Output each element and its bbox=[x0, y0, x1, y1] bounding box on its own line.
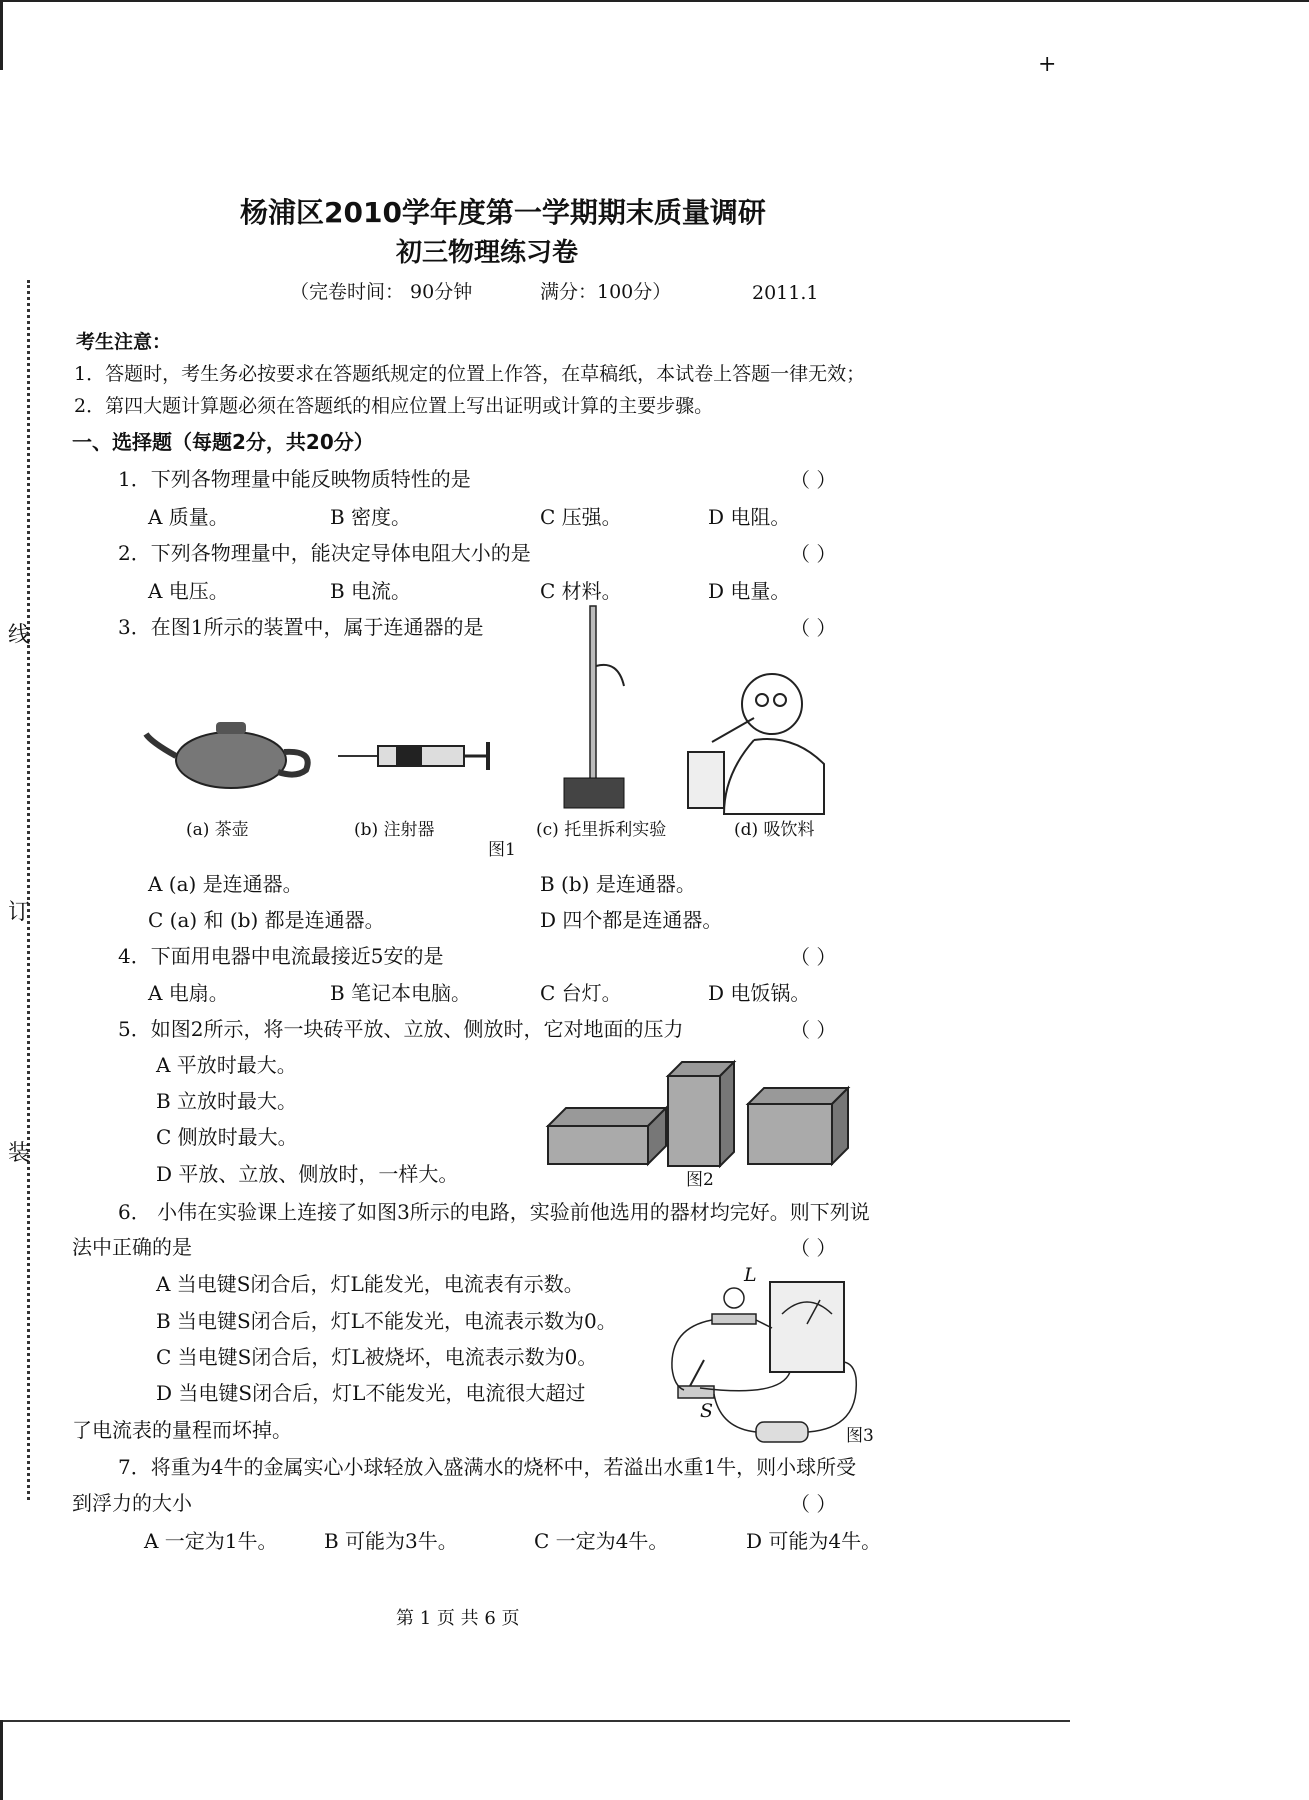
q4-answer-blank: （ ） bbox=[790, 945, 837, 969]
exam-time: （完卷时间： 90分钟 bbox=[290, 281, 473, 303]
exam-date: 2011.1 bbox=[752, 282, 819, 304]
bottom-border-line bbox=[0, 1720, 1070, 1722]
fig2-label: 图2 bbox=[686, 1170, 714, 1190]
q7-option-b: B 可能为3牛。 bbox=[324, 1529, 458, 1553]
q1-answer-blank: （ ） bbox=[790, 468, 837, 492]
q7-option-d: D 可能为4牛。 bbox=[746, 1529, 882, 1553]
q4-option-b: B 笔记本电脑。 bbox=[330, 981, 472, 1005]
q3-option-b: B (b) 是连通器。 bbox=[540, 872, 696, 896]
q1-stem: 1．下列各物理量中能反映物质特性的是 bbox=[118, 467, 471, 491]
torricelli-experiment-illustration bbox=[560, 606, 640, 812]
brick-upright-illustration bbox=[668, 1062, 734, 1166]
q2-stem: 2．下列各物理量中，能决定导体电阻大小的是 bbox=[118, 541, 531, 565]
fig1-label: 图1 bbox=[488, 840, 516, 860]
q7-stem-cont: 到浮力的大小 bbox=[72, 1491, 192, 1515]
brick-flat-illustration bbox=[548, 1108, 666, 1164]
fig1-caption-b: (b) 注射器 bbox=[354, 820, 435, 840]
q7-option-a: A 一定为1牛。 bbox=[144, 1529, 278, 1553]
side-label-zhuang: 装 bbox=[8, 1141, 31, 1166]
q5-answer-blank: （ ） bbox=[790, 1018, 837, 1042]
circuit-illustration bbox=[660, 1268, 880, 1448]
section-1-heading: 一、选择题（每题2分，共20分） bbox=[72, 430, 374, 454]
q4-option-a: A 电扇。 bbox=[148, 981, 229, 1005]
drinking-person-illustration bbox=[684, 664, 844, 814]
q6-stem-cont: 法中正确的是 bbox=[72, 1235, 192, 1259]
q2-option-d: D 电量。 bbox=[708, 579, 791, 603]
q1-option-a: A 质量。 bbox=[148, 505, 229, 529]
q7-answer-blank: （ ） bbox=[790, 1492, 837, 1516]
q3-option-d: D 四个都是连通器。 bbox=[540, 908, 723, 932]
teapot-illustration bbox=[146, 712, 316, 792]
page-title: 杨浦区2010学年度第一学期期末质量调研 bbox=[240, 196, 766, 229]
fig1-caption-d: (d) 吸饮料 bbox=[734, 820, 815, 840]
q3-option-a: A (a) 是连通器。 bbox=[148, 872, 303, 896]
q2-answer-blank: （ ） bbox=[790, 542, 837, 566]
q5-option-d: D 平放、立放、侧放时，一样大。 bbox=[156, 1162, 459, 1186]
side-label-xian: 线 bbox=[8, 623, 31, 648]
q3-answer-blank: （ ） bbox=[790, 616, 837, 640]
circuit-label-switch: S bbox=[700, 1400, 714, 1422]
exam-score: 满分：100分） bbox=[540, 281, 672, 303]
fig3-label: 图3 bbox=[846, 1426, 874, 1446]
q4-option-d: D 电饭锅。 bbox=[708, 981, 811, 1005]
q6-answer-blank: （ ） bbox=[790, 1236, 837, 1260]
q6-option-b: B 当电键S闭合后，灯L不能发光，电流表示数为0。 bbox=[156, 1309, 617, 1333]
binding-dotted-line bbox=[27, 280, 30, 1500]
left-edge-mark bbox=[0, 0, 3, 70]
q1-option-d: D 电阻。 bbox=[708, 505, 791, 529]
notice-item-1: 1．答题时，考生务必按要求在答题纸规定的位置上作答，在草稿纸，本试卷上答题一律无效； bbox=[74, 363, 866, 385]
notice-item-2: 2．第四大题计算题必须在答题纸的相应位置上写出证明或计算的主要步骤。 bbox=[74, 395, 714, 417]
notice-heading: 考生注意： bbox=[76, 331, 172, 353]
q6-option-d: D 当电键S闭合后，灯L不能发光，电流很大超过 bbox=[156, 1381, 586, 1405]
q4-stem: 4．下面用电器中电流最接近5安的是 bbox=[118, 944, 444, 968]
side-label-ding: 订 bbox=[8, 900, 31, 925]
q5-option-c: C 侧放时最大。 bbox=[156, 1125, 298, 1149]
q7-stem: 7．将重为4牛的金属实心小球轻放入盛满水的烧杯中，若溢出水重1牛，则小球所受 bbox=[118, 1455, 857, 1479]
q7-option-c: C 一定为4牛。 bbox=[534, 1529, 669, 1553]
q2-option-c: C 材料。 bbox=[540, 579, 622, 603]
page-subtitle: 初三物理练习卷 bbox=[396, 238, 579, 268]
q6-stem: 6． 小伟在实验课上连接了如图3所示的电路，实验前他选用的器材均完好。则下列说 bbox=[118, 1200, 870, 1224]
syringe-illustration bbox=[338, 738, 508, 774]
q1-option-b: B 密度。 bbox=[330, 505, 412, 529]
q5-option-a: A 平放时最大。 bbox=[156, 1053, 297, 1077]
q1-option-c: C 压强。 bbox=[540, 505, 622, 529]
q6-option-c: C 当电键S闭合后，灯L被烧坏，电流表示数为0。 bbox=[156, 1345, 598, 1369]
bottom-left-edge-mark bbox=[0, 1720, 3, 1800]
q4-option-c: C 台灯。 bbox=[540, 981, 622, 1005]
corner-mark: + bbox=[1038, 52, 1057, 77]
q3-stem: 3．在图1所示的装置中，属于连通器的是 bbox=[118, 615, 484, 639]
q6-option-d-cont: 了电流表的量程而坏掉。 bbox=[72, 1418, 292, 1442]
q3-option-c: C (a) 和 (b) 都是连通器。 bbox=[148, 908, 385, 932]
q2-option-b: B 电流。 bbox=[330, 579, 412, 603]
brick-side-illustration bbox=[748, 1088, 848, 1164]
top-border-line bbox=[0, 0, 1309, 2]
q2-option-a: A 电压。 bbox=[148, 579, 229, 603]
fig1-caption-c: (c) 托里拆利实验 bbox=[536, 820, 667, 840]
circuit-label-lamp: L bbox=[744, 1264, 757, 1286]
page-footer: 第 1 页 共 6 页 bbox=[396, 1608, 520, 1629]
q5-stem: 5．如图2所示，将一块砖平放、立放、侧放时，它对地面的压力 bbox=[118, 1017, 684, 1041]
fig1-caption-a: (a) 茶壶 bbox=[186, 820, 249, 840]
q5-option-b: B 立放时最大。 bbox=[156, 1089, 298, 1113]
q6-option-a: A 当电键S闭合后，灯L能发光，电流表有示数。 bbox=[156, 1272, 584, 1296]
